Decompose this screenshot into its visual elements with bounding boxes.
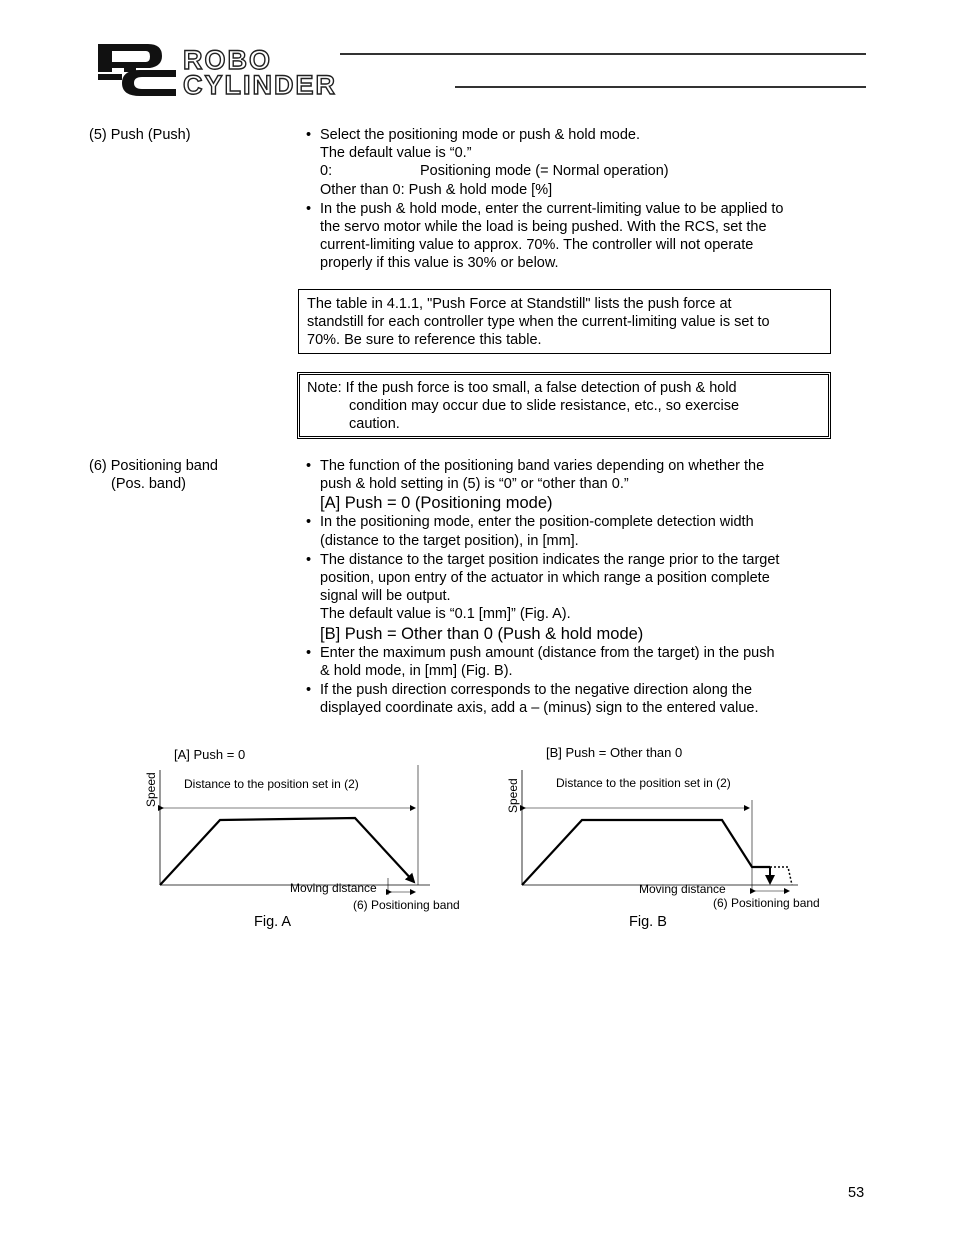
header-rule-bottom bbox=[455, 86, 866, 88]
bullet-text: The function of the positioning band varies depending on whether the bbox=[320, 458, 765, 474]
note-text: caution. bbox=[349, 416, 400, 433]
fig-b-title: [B] Push = Other than 0 bbox=[546, 745, 683, 760]
reference-box bbox=[298, 289, 831, 354]
default-value-text: The default value is “0.” bbox=[320, 145, 472, 162]
bullet-text: the servo motor while the load is being pushed. With the RCS, set the bbox=[320, 219, 767, 236]
bullet-text: In the positioning mode, enter the position-complete detection width bbox=[320, 514, 754, 531]
section-label-pos-band: (Pos. band) bbox=[111, 476, 186, 492]
bullet-text: current-limiting value to approx. 70%. The controller will not operate bbox=[320, 237, 754, 254]
bullet-item: • The function of the positioning band varies depending on whether the push & hold setting in (5) is “0” or “other than 0.” bbox=[320, 457, 850, 493]
robo-cylinder-logo-icon bbox=[96, 42, 178, 98]
reference-text: standstill for each controller type when the current-limiting value is set to bbox=[307, 314, 770, 331]
reference-text: 70%. Be sure to reference this table. bbox=[307, 332, 542, 349]
bullet-item: • Enter the maximum push amount (distance from the target) in the push & hold mode, in [mm] (Fig. B). bbox=[320, 644, 850, 680]
option-value: Positioning mode (= Normal operation) bbox=[420, 163, 669, 180]
bullet-text: In the push & hold mode, enter the current-limiting value to be applied to bbox=[320, 200, 784, 217]
subheading-push-other: [B] Push = Other than 0 (Push & hold mode) bbox=[320, 624, 644, 643]
header-rule-top bbox=[340, 53, 866, 55]
fig-a-title: [A] Push = 0 bbox=[174, 747, 246, 762]
bullet-text: (distance to the target position), in [mm]. bbox=[320, 532, 579, 549]
bullet-text: The default value is “0.1 [mm]” (Fig. A). bbox=[320, 606, 571, 623]
option-positioning bbox=[320, 162, 840, 180]
fig-a-caption: Fig. A bbox=[254, 914, 292, 930]
fig-b-band-dotted bbox=[770, 867, 792, 885]
fig-a-speed-profile bbox=[160, 818, 414, 885]
bullet-text: If the push direction corresponds to the negative direction along the bbox=[320, 682, 753, 699]
bullet-item: • If the push direction corresponds to the negative direction along the displayed coordinate axis, add a – (minus) sign to the entered value. bbox=[320, 681, 850, 717]
bullet-item: • In the positioning mode, enter the position-complete detection width (distance to the target position), in [mm]. bbox=[320, 513, 850, 549]
bullet-text: properly if this value is 30% or below. bbox=[320, 255, 559, 272]
bullet-text: displayed coordinate axis, add a – (minus) sign to the entered value. bbox=[320, 700, 759, 717]
bullet-item: • In the push & hold mode, enter the current-limiting value to be applied to the servo motor while the load is being pushed. With the RCS, set the current-limiting value to approx. 70%. The controller will not operate properly if this value is 30% or below. bbox=[320, 200, 840, 273]
bullet-text: push & hold setting in (5) is “0” or “other than 0.” bbox=[320, 476, 629, 493]
note-text: Note: If the push force is too small, a false detection of push & hold bbox=[307, 380, 737, 396]
bullet-text: position, upon entry of the actuator in which range a position complete bbox=[320, 570, 770, 587]
fig-a-ylabel: Speed bbox=[144, 772, 158, 807]
logo-text-robo: ROBO bbox=[183, 45, 272, 75]
note-box bbox=[297, 372, 831, 439]
option-push-hold: Other than 0: Push & hold mode [%] bbox=[320, 181, 553, 198]
section6-body bbox=[306, 457, 850, 717]
bullet-item: • The distance to the target position indicates the range prior to the target position, upon entry of the actuator in which range a position complete signal will be output. The default value is “0.1 [mm]” (Fig. A). bbox=[320, 551, 850, 624]
logo-text-cylinder: CYLINDER bbox=[183, 70, 338, 100]
fig-b-caption: Fig. B bbox=[629, 914, 667, 930]
bullet-text: signal will be output. bbox=[320, 588, 451, 605]
fig-b-moving-label: Moving distance bbox=[639, 882, 726, 896]
subheading-push-zero: [A] Push = 0 (Positioning mode) bbox=[320, 494, 553, 513]
section-label-push: (5) Push (Push) bbox=[89, 127, 191, 143]
option-key: 0: bbox=[320, 163, 333, 180]
reference-text: The table in 4.1.1, "Push Force at Standstill" lists the push force at bbox=[307, 296, 732, 312]
bullet-text: Select the positioning mode or push & hold mode. bbox=[320, 127, 641, 143]
bullet-text: & hold mode, in [mm] (Fig. B). bbox=[320, 662, 513, 679]
fig-a-band-label: (6) Positioning band bbox=[353, 898, 460, 912]
fig-b-band-label: (6) Positioning band bbox=[713, 896, 820, 910]
fig-b-distance-label: Distance to the position set in (2) bbox=[556, 776, 731, 790]
section5-body bbox=[306, 126, 840, 273]
bullet-text: The distance to the target position indicates the range prior to the target bbox=[320, 551, 780, 568]
bullet-text: Enter the maximum push amount (distance from the target) in the push bbox=[320, 644, 775, 661]
note-text: condition may occur due to slide resistance, etc., so exercise bbox=[349, 398, 740, 415]
fig-b-ylabel: Speed bbox=[506, 778, 520, 813]
fig-a-distance-label: Distance to the position set in (2) bbox=[184, 777, 359, 791]
fig-a-moving-label: Moving distance bbox=[290, 881, 377, 895]
section-label-positioning-band: (6) Positioning band bbox=[89, 458, 218, 474]
fig-b-speed-profile bbox=[522, 820, 770, 885]
page-number: 53 bbox=[848, 1185, 865, 1201]
bullet-item: • Select the positioning mode or push & hold mode. bbox=[306, 127, 641, 143]
